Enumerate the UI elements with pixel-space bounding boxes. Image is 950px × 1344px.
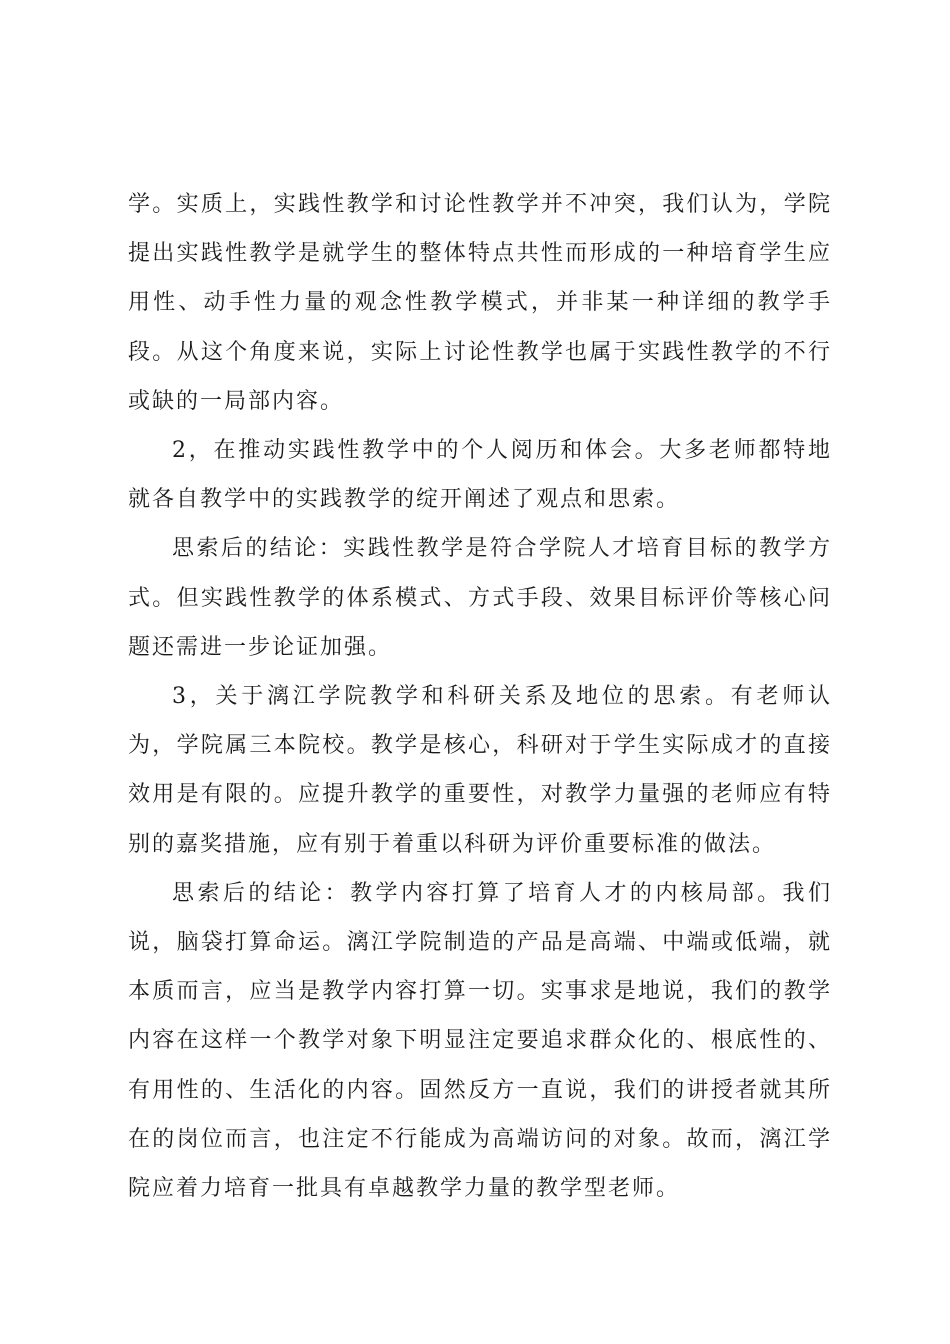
paragraph-5: 思索后的结论：教学内容打算了培育人才的内核局部。我们说，脑袋打算命运。漓江学院制造的产品是高端、中端或低端，就本质而言，应当是教学内容打算一切。实事求是地说，我们的教学内容在这样一个教学对象下明显注定要追求群众化的、根底性的、有用性的、生活化的内容。固然反方一直说，我们的讲授者就其所在的岗位而言，也注定不行能成为高端访问的对象。故而，漓江学院应着力培育一批具有卓越教学力量的教学型老师。 xyxy=(128,880,832,1202)
paragraph-4: 3，关于漓江学院教学和科研关系及地位的思索。有老师认为，学院属三本院校。教学是核心，科研对于学生实际成才的直接效用是有限的。应提升教学的重要性，对教学力量强的老师应有特别的嘉奖措施，应有别于着重以科研为评价重要标准的做法。 xyxy=(128,684,832,857)
paragraph-3: 思索后的结论：实践性教学是符合学院人才培育目标的教学方式。但实践性教学的体系模式、方式手段、效果目标评价等核心问题还需进一步论证加强。 xyxy=(128,536,832,660)
paragraph-2: 2，在推动实践性教学中的个人阅历和体会。大多老师都特地就各自教学中的实践教学的绽开阐述了观点和思索。 xyxy=(128,438,832,513)
document-body xyxy=(128,180,832,1213)
paragraph-1: 学。实质上，实践性教学和讨论性教学并不冲突，我们认为，学院提出实践性教学是就学生的整体特点共性而形成的一种培育学生应用性、动手性力量的观念性教学模式，并非某一种详细的教学手段。从这个角度来说，实际上讨论性教学也属于实践性教学的不行或缺的一局部内容。 xyxy=(128,192,832,414)
